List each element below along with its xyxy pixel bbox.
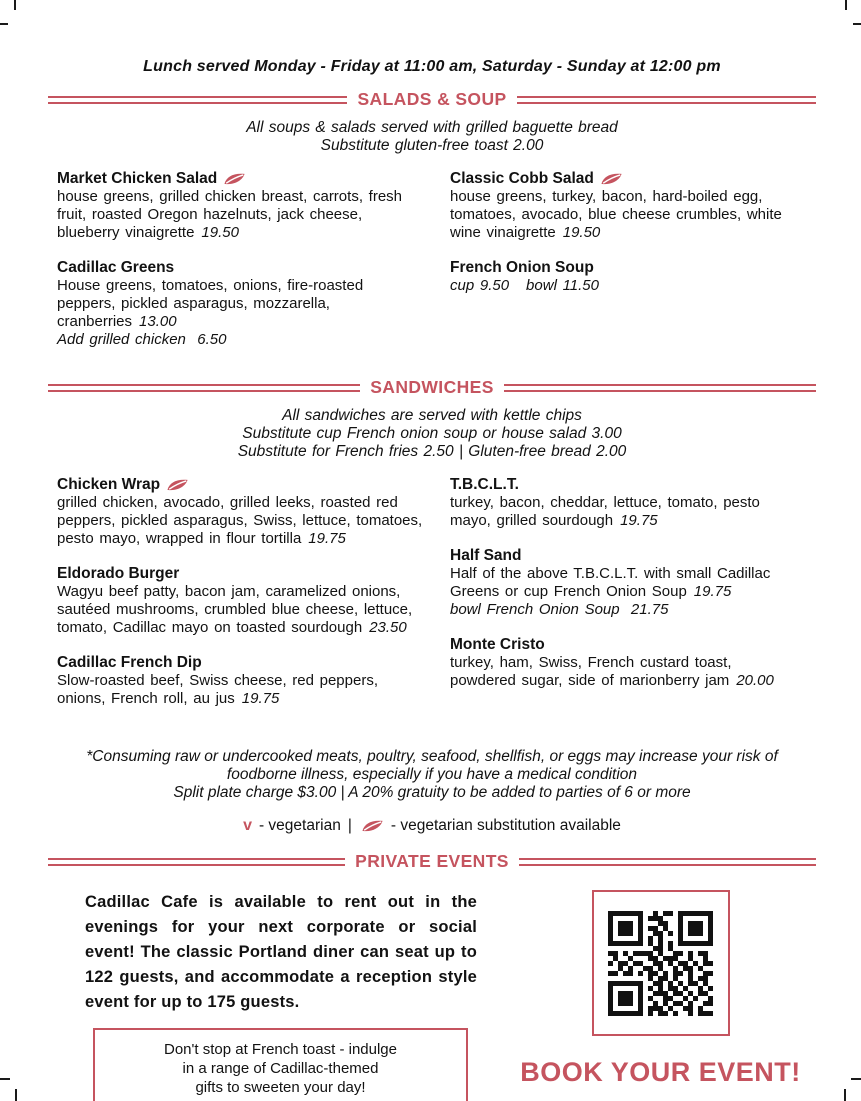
text-line: All sandwiches are served with kettle chips	[282, 407, 582, 424]
book-event-cta[interactable]: BOOK YOUR EVENT!	[520, 1057, 801, 1087]
item-name	[57, 169, 424, 188]
crop-mark	[845, 0, 847, 10]
item-price: 19.75	[620, 512, 658, 529]
section-sandwiches	[48, 377, 816, 724]
menu-column	[450, 475, 816, 724]
legend-leaf-slot	[359, 819, 384, 833]
item-description: house greens, turkey, bacon, hard-boiled egg, tomatoes, avocado, blue cheese crumbles, white wine vinaigrette 19.50	[450, 188, 782, 241]
menu-column	[57, 475, 450, 724]
double-rule-left	[48, 96, 347, 104]
leaf-icon	[166, 478, 189, 492]
text-line: in a range of Cadillac-themed	[182, 1060, 379, 1077]
item-price: 19.50	[562, 224, 601, 241]
section-intro	[48, 407, 816, 461]
menu-item	[57, 169, 424, 242]
double-rule-right	[519, 858, 816, 866]
item-name	[450, 258, 790, 277]
menu-item	[57, 653, 424, 708]
item-name-text: Market Chicken Salad	[57, 170, 218, 187]
item-description: turkey, ham, Swiss, French custard toast, powdered sugar, side of marionberry jam 20.00	[450, 654, 774, 689]
vegetarian-label: - vegetarian	[258, 817, 341, 834]
menu-columns	[48, 169, 816, 365]
vegetarian-substitution-label: - vegetarian substitution available	[390, 817, 621, 834]
item-price: 19.50	[201, 224, 239, 241]
item-name-text: Half Sand	[450, 547, 522, 564]
section-header	[48, 377, 816, 398]
item-description: turkey, bacon, cheddar, lettuce, tomato, pesto mayo, grilled sourdough 19.75	[450, 494, 760, 529]
item-description: Slow-roasted beef, Swiss cheese, red peppers, onions, French roll, au jus 19.75	[57, 672, 378, 707]
text-line: Substitute for French fries 2.50 | Gluten-free bread 2.00	[237, 443, 627, 460]
item-name-text: Cadillac French Dip	[57, 654, 202, 671]
item-name	[450, 475, 790, 494]
double-rule-left	[48, 384, 360, 392]
menu-item	[450, 169, 790, 242]
qr-code-frame	[592, 890, 730, 1036]
section-header	[48, 89, 816, 110]
item-price: 23.50	[369, 619, 407, 636]
text-line: Don't stop at French toast - indulge	[164, 1041, 397, 1058]
item-price: 20.00	[736, 672, 774, 689]
menu-columns	[48, 475, 816, 724]
menu-item	[57, 475, 424, 548]
crop-mark	[14, 0, 16, 10]
item-note: bowl French Onion Soup 21.75	[450, 601, 669, 618]
item-name	[450, 169, 790, 188]
item-name-text: T.B.C.L.T.	[450, 476, 519, 493]
lunch-hours-note: Lunch served Monday - Friday at 11:00 am, Saturday - Sunday at 12:00 pm	[143, 58, 721, 75]
item-name-text: Eldorado Burger	[57, 565, 180, 582]
private-events-content	[48, 890, 816, 1101]
private-events-description: Cadillac Cafe is available to rent out in the evenings for your next corporate or social event! The classic Portland diner can seat up to 122 guests, and accommodate a reception style event for up to 175 guests.	[85, 893, 477, 1011]
menu-column	[57, 169, 450, 365]
menu-item	[57, 258, 424, 349]
text-line: Substitute gluten-free toast 2.00	[320, 137, 544, 154]
item-price: 13.00	[139, 313, 177, 330]
item-price: 19.75	[308, 530, 346, 547]
item-name	[57, 475, 424, 494]
legend-separator: |	[347, 817, 352, 834]
item-name-text: Monte Cristo	[450, 636, 545, 653]
crop-mark	[844, 1089, 846, 1101]
crop-mark	[853, 23, 861, 25]
crop-mark	[0, 1078, 10, 1080]
item-name-text: Cadillac Greens	[57, 259, 175, 276]
crop-mark	[15, 1089, 17, 1101]
section-private-events	[48, 851, 816, 1101]
item-name	[450, 546, 790, 565]
qr-code	[608, 911, 713, 1016]
text-line: Substitute cup French onion soup or house salad 3.00	[242, 425, 622, 442]
section-salads-soup	[48, 89, 816, 365]
item-note: Add grilled chicken 6.50	[57, 331, 227, 348]
item-name-text: French Onion Soup	[450, 259, 594, 276]
item-name	[450, 635, 790, 654]
leaf-icon	[600, 172, 623, 186]
menu-item	[57, 564, 424, 637]
text-line: gifts to sweeten your day!	[195, 1079, 366, 1096]
disclaimer-text	[48, 748, 816, 802]
item-price: 19.75	[693, 583, 732, 600]
text-line: *Consuming raw or undercooked meats, poultry, seafood, shellfish, or eggs may increase your risk of	[86, 748, 778, 765]
item-description: Wagyu beef patty, bacon jam, caramelized onions, sautéed mushrooms, crumbled blue cheese, lettuce, tomato, Cadillac mayo on toasted sourdough 23.50	[57, 583, 413, 636]
menu-item	[450, 546, 790, 619]
dietary-legend	[48, 817, 816, 835]
leaf-icon	[361, 819, 384, 833]
menu-column	[450, 169, 816, 365]
text-line: All soups & salads served with grilled baguette bread	[246, 119, 618, 136]
item-price: 19.75	[241, 690, 280, 707]
item-description: Half of the above T.B.C.L.T. with small Cadillac Greens or cup French Onion Soup 19.75	[450, 565, 771, 600]
double-rule-right	[517, 96, 816, 104]
leaf-icon	[223, 172, 246, 186]
item-name-text: Classic Cobb Salad	[450, 170, 594, 187]
private-events-left	[85, 890, 517, 1101]
item-name	[57, 653, 424, 672]
menu-item	[450, 258, 790, 295]
item-description: grilled chicken, avocado, grilled leeks, roasted red peppers, pickled asparagus, Swiss, lettuce, tomatoes, pesto mayo, wrapped in flour tortilla 19.75	[57, 494, 423, 547]
menu-item	[450, 475, 790, 530]
item-name-text: Chicken Wrap	[57, 476, 161, 493]
gift-promo-box	[93, 1028, 468, 1101]
vegetarian-symbol: v	[243, 817, 252, 834]
item-description: House greens, tomatoes, onions, fire-roasted peppers, pickled asparagus, mozzarella, cranberries 13.00	[57, 277, 364, 330]
double-rule-left	[48, 858, 345, 866]
crop-mark	[0, 23, 8, 25]
section-intro	[48, 119, 816, 155]
item-name	[57, 258, 424, 277]
text-line: foodborne illness, especially if you have a medical condition	[226, 766, 638, 783]
menu-item	[450, 635, 790, 690]
section-title-salads: SALADS & SOUP	[357, 89, 507, 109]
item-description: house greens, grilled chicken breast, carrots, fresh fruit, roasted Oregon hazelnuts, jack cheese, blueberry vinaigrette 19.50	[57, 188, 402, 241]
section-title-private-events: PRIVATE EVENTS	[355, 851, 509, 871]
private-events-right	[517, 890, 816, 1101]
crop-mark	[851, 1078, 861, 1080]
section-title-sandwiches: SANDWICHES	[370, 377, 494, 397]
text-line: Split plate charge $3.00 | A 20% gratuity to be added to parties of 6 or more	[173, 784, 691, 801]
item-name	[57, 564, 424, 583]
item-note: cup 9.50 bowl 11.50	[450, 277, 599, 294]
section-header	[48, 851, 816, 872]
double-rule-right	[504, 384, 816, 392]
